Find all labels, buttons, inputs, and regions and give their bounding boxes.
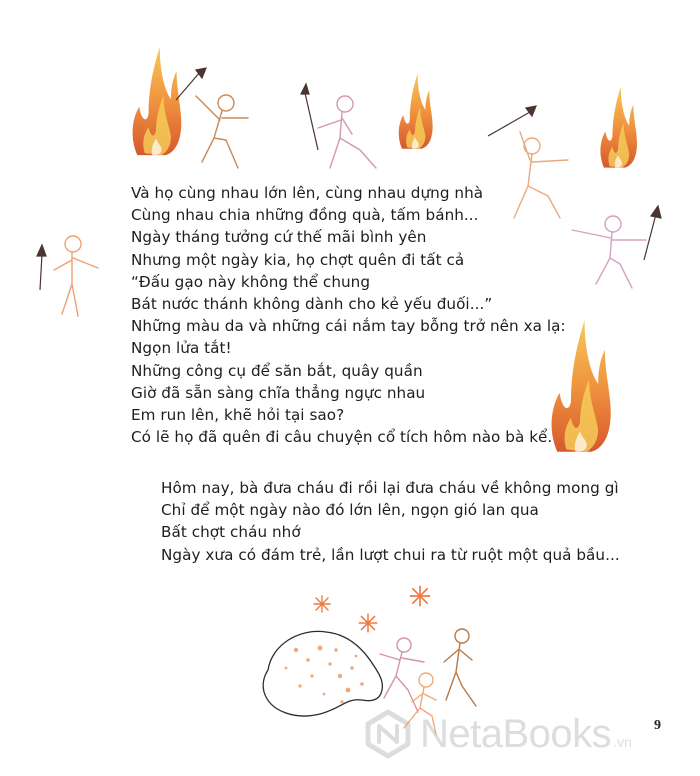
poem-line: Và họ cùng nhau lớn lên, cùng nhau dựng nhà	[131, 184, 484, 202]
spark-2	[359, 614, 377, 632]
poem-line: Cùng nhau chia những đồng quà, tấm bánh...	[131, 206, 479, 225]
poem-line: Em run lên, khẽ hỏi tại sao?	[131, 406, 345, 425]
poem-line: Những màu da và những cái nắm tay bỗng trở nên xa lạ:	[131, 317, 566, 336]
watermark-brand: NetaBooks	[420, 711, 612, 756]
spear-icon-4	[644, 206, 661, 260]
poem-line: Ngọn lửa tắt!	[131, 339, 232, 358]
page-number: 9	[654, 718, 661, 733]
poem-stanza-2	[161, 477, 620, 566]
flame-3	[600, 86, 637, 167]
figure-spearman-1	[196, 95, 248, 168]
spear-icon-2	[301, 84, 318, 150]
poem-line: “Đấu gạo này không thể chung	[131, 272, 371, 291]
poem-line: Ngày tháng tưởng cứ thế mãi bình yên	[131, 228, 427, 247]
poem-stanza-1	[131, 182, 566, 448]
spear-icon-5	[37, 245, 46, 290]
poem-line: Ngày xưa có đám trẻ, lần lượt chui ra từ ruột một quả bầu...	[161, 545, 620, 564]
child-pink	[380, 638, 424, 712]
figure-pink-1	[318, 96, 376, 168]
spark-1	[314, 596, 330, 612]
poem-line: Bát nước thánh không dành cho kẻ yếu đuối...”	[131, 295, 493, 314]
poem-line: Bất chợt cháu nhớ	[161, 523, 301, 542]
spear-icon-3	[488, 106, 536, 136]
flame-1	[133, 47, 182, 155]
watermark-suffix: .vn	[613, 734, 632, 750]
spark-3	[410, 586, 429, 605]
poem-line: Có lẽ họ đã quên đi câu chuyện cổ tích hôm nào bà kể.	[131, 428, 553, 447]
child-brown	[444, 629, 476, 706]
poem-line: Giờ đã sẵn sàng chĩa thẳng ngực nhau	[131, 383, 426, 402]
figure-pink-2	[572, 216, 646, 288]
netabooks-logo-icon	[362, 708, 414, 760]
poem-line: Chỉ để một ngày nào đó lớn lên, ngọn gió lan qua	[161, 501, 539, 520]
watermark	[362, 704, 692, 764]
poem-line: Hôm nay, bà đưa cháu đi rồi lại đưa cháu về không mong gì	[161, 479, 619, 497]
spear-icon-1	[176, 68, 206, 100]
poem-line: Nhưng một ngày kia, họ chợt quên đi tất cả	[131, 250, 465, 269]
poem-line: Những công cụ để săn bắt, quây quần	[131, 361, 423, 380]
figure-orange-left	[54, 236, 98, 316]
flame-2	[399, 73, 433, 148]
